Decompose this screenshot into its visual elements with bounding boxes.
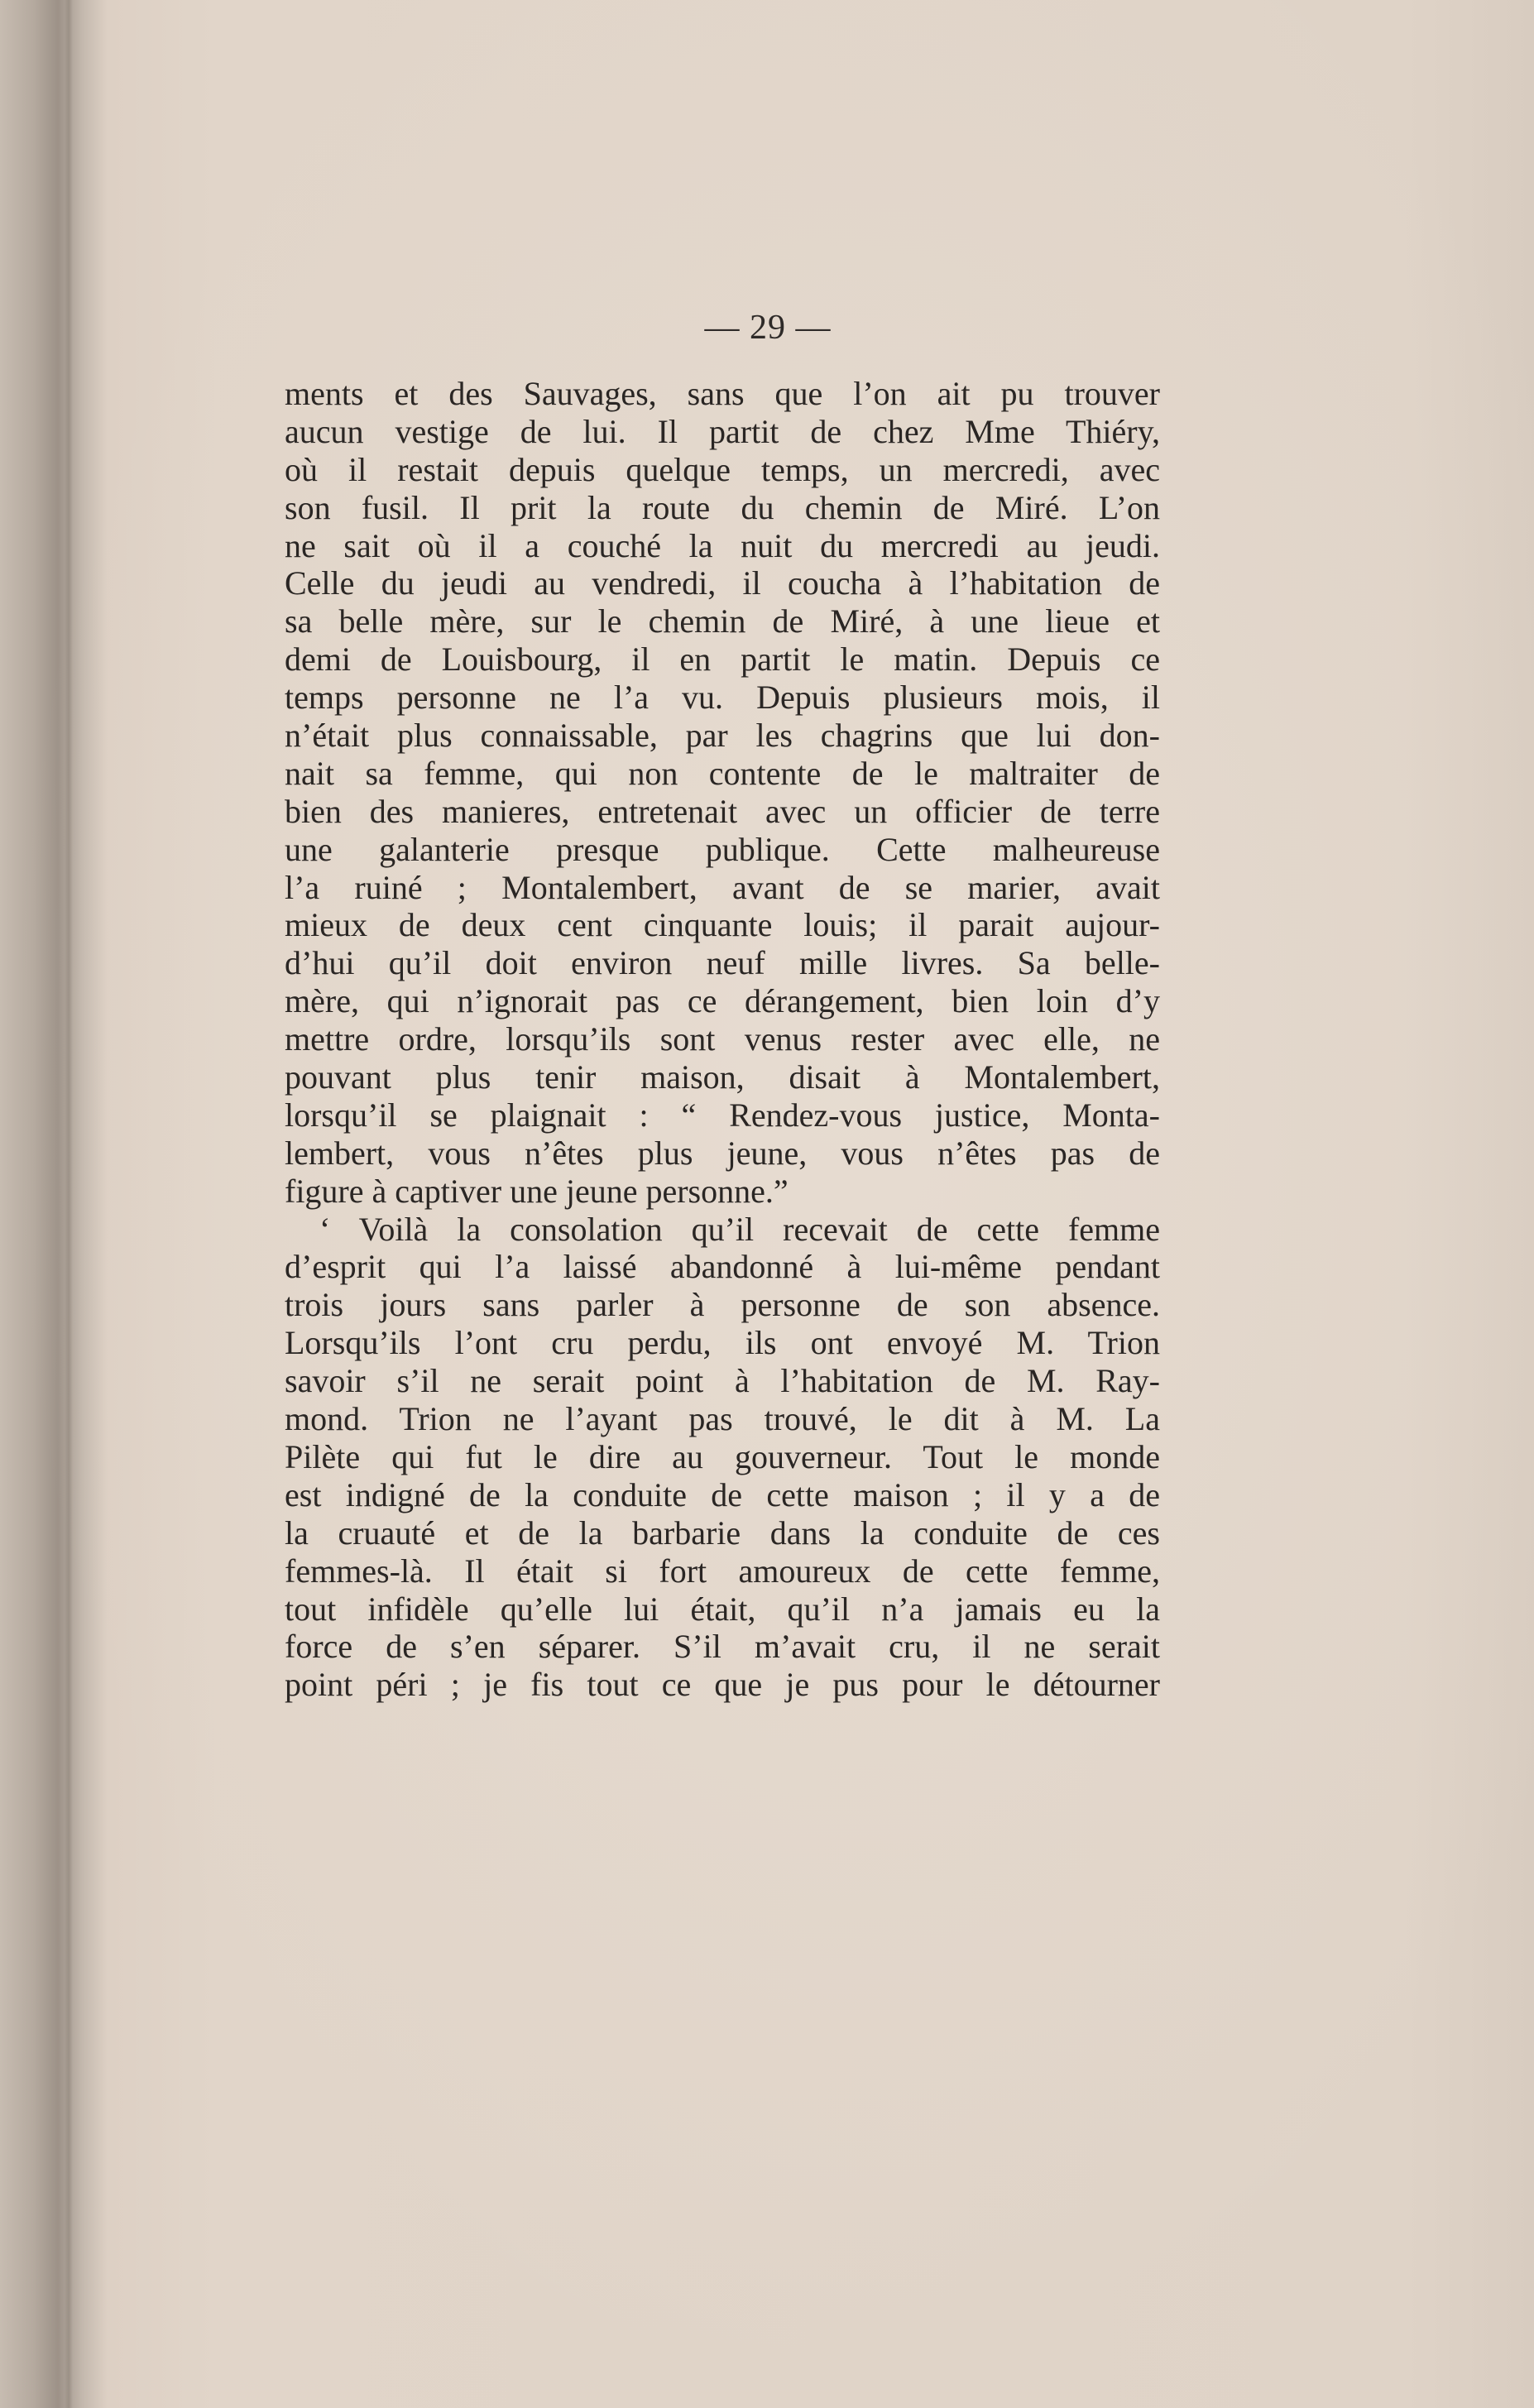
text-line: la cruauté et de la barbarie dans la conduite de ces xyxy=(285,1513,1160,1552)
text-line: savoir s’il ne serait point à l’habitation de M. Ray- xyxy=(285,1362,1160,1400)
text-line: ments et des Sauvages, sans que l’on ait pu trouver xyxy=(285,375,1160,412)
text-line: Celle du jeudi au vendredi, il coucha à l’habitation de xyxy=(285,564,1160,602)
paragraph-first-line: ‘ Voilà la consolation qu’il recevait de cette femme xyxy=(319,1210,1160,1248)
text-line: mond. Trion ne l’ayant pas trouvé, le dit à M. La xyxy=(285,1400,1160,1438)
book-gutter xyxy=(65,0,73,2408)
text-line: où il restait depuis quelque temps, un mercredi, avec xyxy=(285,450,1160,488)
text-line: bien des manieres, entretenait avec un officier de terre xyxy=(285,792,1160,830)
text-line: trois jours sans parler à personne de son absence. xyxy=(285,1286,1160,1324)
text-line: Lorsqu’ils l’ont cru perdu, ils ont envoyé M. Trion xyxy=(285,1324,1160,1362)
text-line: pouvant plus tenir maison, disait à Montalembert, xyxy=(285,1058,1160,1096)
text-line: figure à captiver une jeune personne.” xyxy=(285,1172,789,1210)
text-line: ne sait où il a couché la nuit du mercredi au jeudi. xyxy=(285,526,1160,564)
text-line: mettre ordre, lorsqu’ils sont venus rester avec elle, ne xyxy=(285,1020,1160,1058)
text-line: sa belle mère, sur le chemin de Miré, à une lieue et xyxy=(285,602,1160,640)
text-line: aucun vestige de lui. Il partit de chez Mme Thiéry, xyxy=(285,412,1160,450)
text-line: tout infidèle qu’elle lui était, qu’il n’a jamais eu la xyxy=(285,1590,1160,1628)
text-line: lembert, vous n’êtes plus jeune, vous n’êtes pas de xyxy=(285,1134,1160,1172)
page-number: — 29 — xyxy=(704,309,832,347)
text-line: d’esprit qui l’a laissé abandonné à lui-même pendant xyxy=(285,1248,1160,1286)
text-line: une galanterie presque publique. Cette malheureuse xyxy=(285,830,1160,868)
text-line: mère, qui n’ignorait pas ce dérangement, bien loin d’y xyxy=(285,982,1160,1020)
text-line: force de s’en séparer. S’il m’avait cru, il ne serait xyxy=(285,1628,1160,1666)
body-text xyxy=(285,375,1160,1704)
text-line: point péri ; je fis tout ce que je pus pour le détourner xyxy=(285,1666,1160,1704)
text-line: est indigné de la conduite de cette maison ; il y a de xyxy=(285,1475,1160,1513)
text-line: nait sa femme, qui non contente de le maltraiter de xyxy=(285,754,1160,792)
text-line: Pilète qui fut le dire au gouverneur. Tout le monde xyxy=(285,1437,1160,1475)
text-line: temps personne ne l’a vu. Depuis plusieurs mois, il xyxy=(285,679,1160,717)
text-line: son fusil. Il prit la route du chemin de Miré. L’on xyxy=(285,488,1160,526)
text-line: l’a ruiné ; Montalembert, avant de se marier, avait xyxy=(285,868,1160,906)
text-line: d’hui qu’il doit environ neuf mille livres. Sa belle- xyxy=(285,944,1160,982)
text-line: mieux de deux cent cinquante louis; il parait aujour- xyxy=(285,906,1160,944)
text-line: lorsqu’il se plaignait : “ Rendez-vous justice, Monta- xyxy=(285,1096,1160,1134)
text-line: demi de Louisbourg, il en partit le matin. Depuis ce xyxy=(285,640,1160,679)
text-line: femmes-là. Il était si fort amoureux de cette femme, xyxy=(285,1552,1160,1590)
text-line: n’était plus connaissable, par les chagrins que lui don- xyxy=(285,717,1160,755)
